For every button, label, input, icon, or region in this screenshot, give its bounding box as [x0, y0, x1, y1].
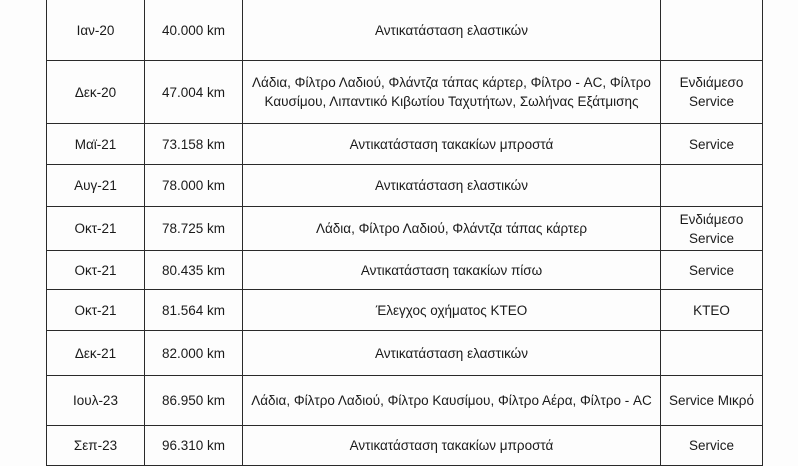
service-type-cell [661, 0, 763, 61]
date-cell: Μαϊ-21 [47, 124, 145, 165]
service-type-cell [661, 331, 763, 376]
description-cell: Αντικατάσταση τακακίων μπροστά [243, 426, 661, 466]
mileage-cell: 78.725 km [145, 207, 243, 251]
mileage-cell: 73.158 km [145, 124, 243, 165]
table-row [47, 165, 763, 207]
description-cell: Αντικατάσταση ελαστικών [243, 165, 661, 207]
description-cell: Λάδια, Φίλτρο Λαδιού, Φλάντζα τάπας κάρτερ [243, 207, 661, 251]
description-cell: Αντικατάσταση ελαστικών [243, 331, 661, 376]
service-type-cell: Service [661, 124, 763, 165]
mileage-cell: 86.950 km [145, 376, 243, 426]
service-type-cell: ΚΤΕΟ [661, 290, 763, 331]
description-cell: Έλεγχος οχήματος ΚΤΕΟ [243, 290, 661, 331]
date-cell: Αυγ-21 [47, 165, 145, 207]
date-cell: Δεκ-21 [47, 331, 145, 376]
description-cell: Αντικατάσταση ελαστικών [243, 0, 661, 61]
service-type-cell: Service Μικρό [661, 376, 763, 426]
table-row [47, 331, 763, 376]
description-cell: Αντικατάσταση τακακίων μπροστά [243, 124, 661, 165]
table-row [47, 376, 763, 426]
date-cell: Οκτ-21 [47, 251, 145, 290]
service-type-cell: Ενδιάμεσο Service [661, 61, 763, 124]
date-cell: Σεπ-23 [47, 426, 145, 466]
service-type-cell: Service [661, 426, 763, 466]
description-cell: Λάδια, Φίλτρο Λαδιού, Φλάντζα τάπας κάρτερ, Φίλτρο - AC, Φίλτρο Καυσίμου, Λιπαντικό Κιβωτίου Ταχυτήτων, Σωλήνας Εξάτμισης [243, 61, 661, 124]
mileage-cell: 96.310 km [145, 426, 243, 466]
service-type-cell [661, 165, 763, 207]
description-cell: Αντικατάσταση τακακίων πίσω [243, 251, 661, 290]
mileage-cell: 40.000 km [145, 0, 243, 61]
date-cell: Ιαν-20 [47, 0, 145, 61]
mileage-cell: 82.000 km [145, 331, 243, 376]
date-cell: Δεκ-20 [47, 61, 145, 124]
service-type-cell: Ενδιάμεσο Service [661, 207, 763, 251]
date-cell: Ιουλ-23 [47, 376, 145, 426]
mileage-cell: 81.564 km [145, 290, 243, 331]
table-row [47, 426, 763, 466]
table-row [47, 61, 763, 124]
table-row [47, 207, 763, 251]
service-history-table [46, 0, 763, 466]
table-row [47, 124, 763, 165]
table-row [47, 251, 763, 290]
table-row [47, 0, 763, 61]
mileage-cell: 47.004 km [145, 61, 243, 124]
mileage-cell: 78.000 km [145, 165, 243, 207]
service-type-cell: Service [661, 251, 763, 290]
table-row [47, 290, 763, 331]
date-cell: Οκτ-21 [47, 207, 145, 251]
description-cell: Λάδια, Φίλτρο Λαδιού, Φίλτρο Καυσίμου, Φίλτρο Αέρα, Φίλτρο - AC [243, 376, 661, 426]
date-cell: Οκτ-21 [47, 290, 145, 331]
mileage-cell: 80.435 km [145, 251, 243, 290]
